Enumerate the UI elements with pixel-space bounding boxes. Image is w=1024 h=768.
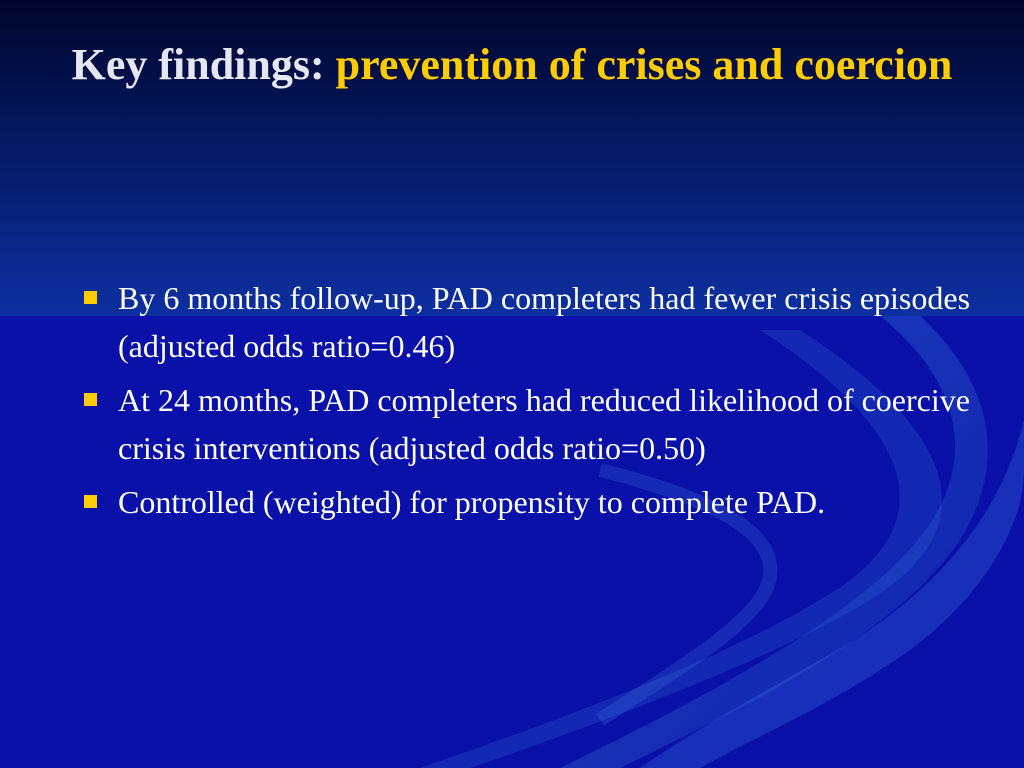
slide-title xyxy=(40,34,984,96)
bullet-item xyxy=(78,478,978,526)
square-bullet-icon xyxy=(84,291,97,304)
title-prefix: Key findings: xyxy=(71,40,336,89)
bullet-item xyxy=(78,274,978,370)
bullet-item xyxy=(78,376,978,472)
bullet-text: At 24 months, PAD completers had reduced likelihood of coercive crisis interventions (adjusted odds ratio=0.50) xyxy=(118,382,970,466)
bullet-text: By 6 months follow-up, PAD completers had fewer crisis episodes (adjusted odds ratio=0.46) xyxy=(118,280,971,364)
title-accent: prevention of crises and coercion xyxy=(335,40,953,89)
bullet-text: Controlled (weighted) for propensity to complete PAD. xyxy=(118,484,826,520)
square-bullet-icon xyxy=(84,393,97,406)
bullet-list xyxy=(78,274,978,532)
square-bullet-icon xyxy=(84,495,97,508)
